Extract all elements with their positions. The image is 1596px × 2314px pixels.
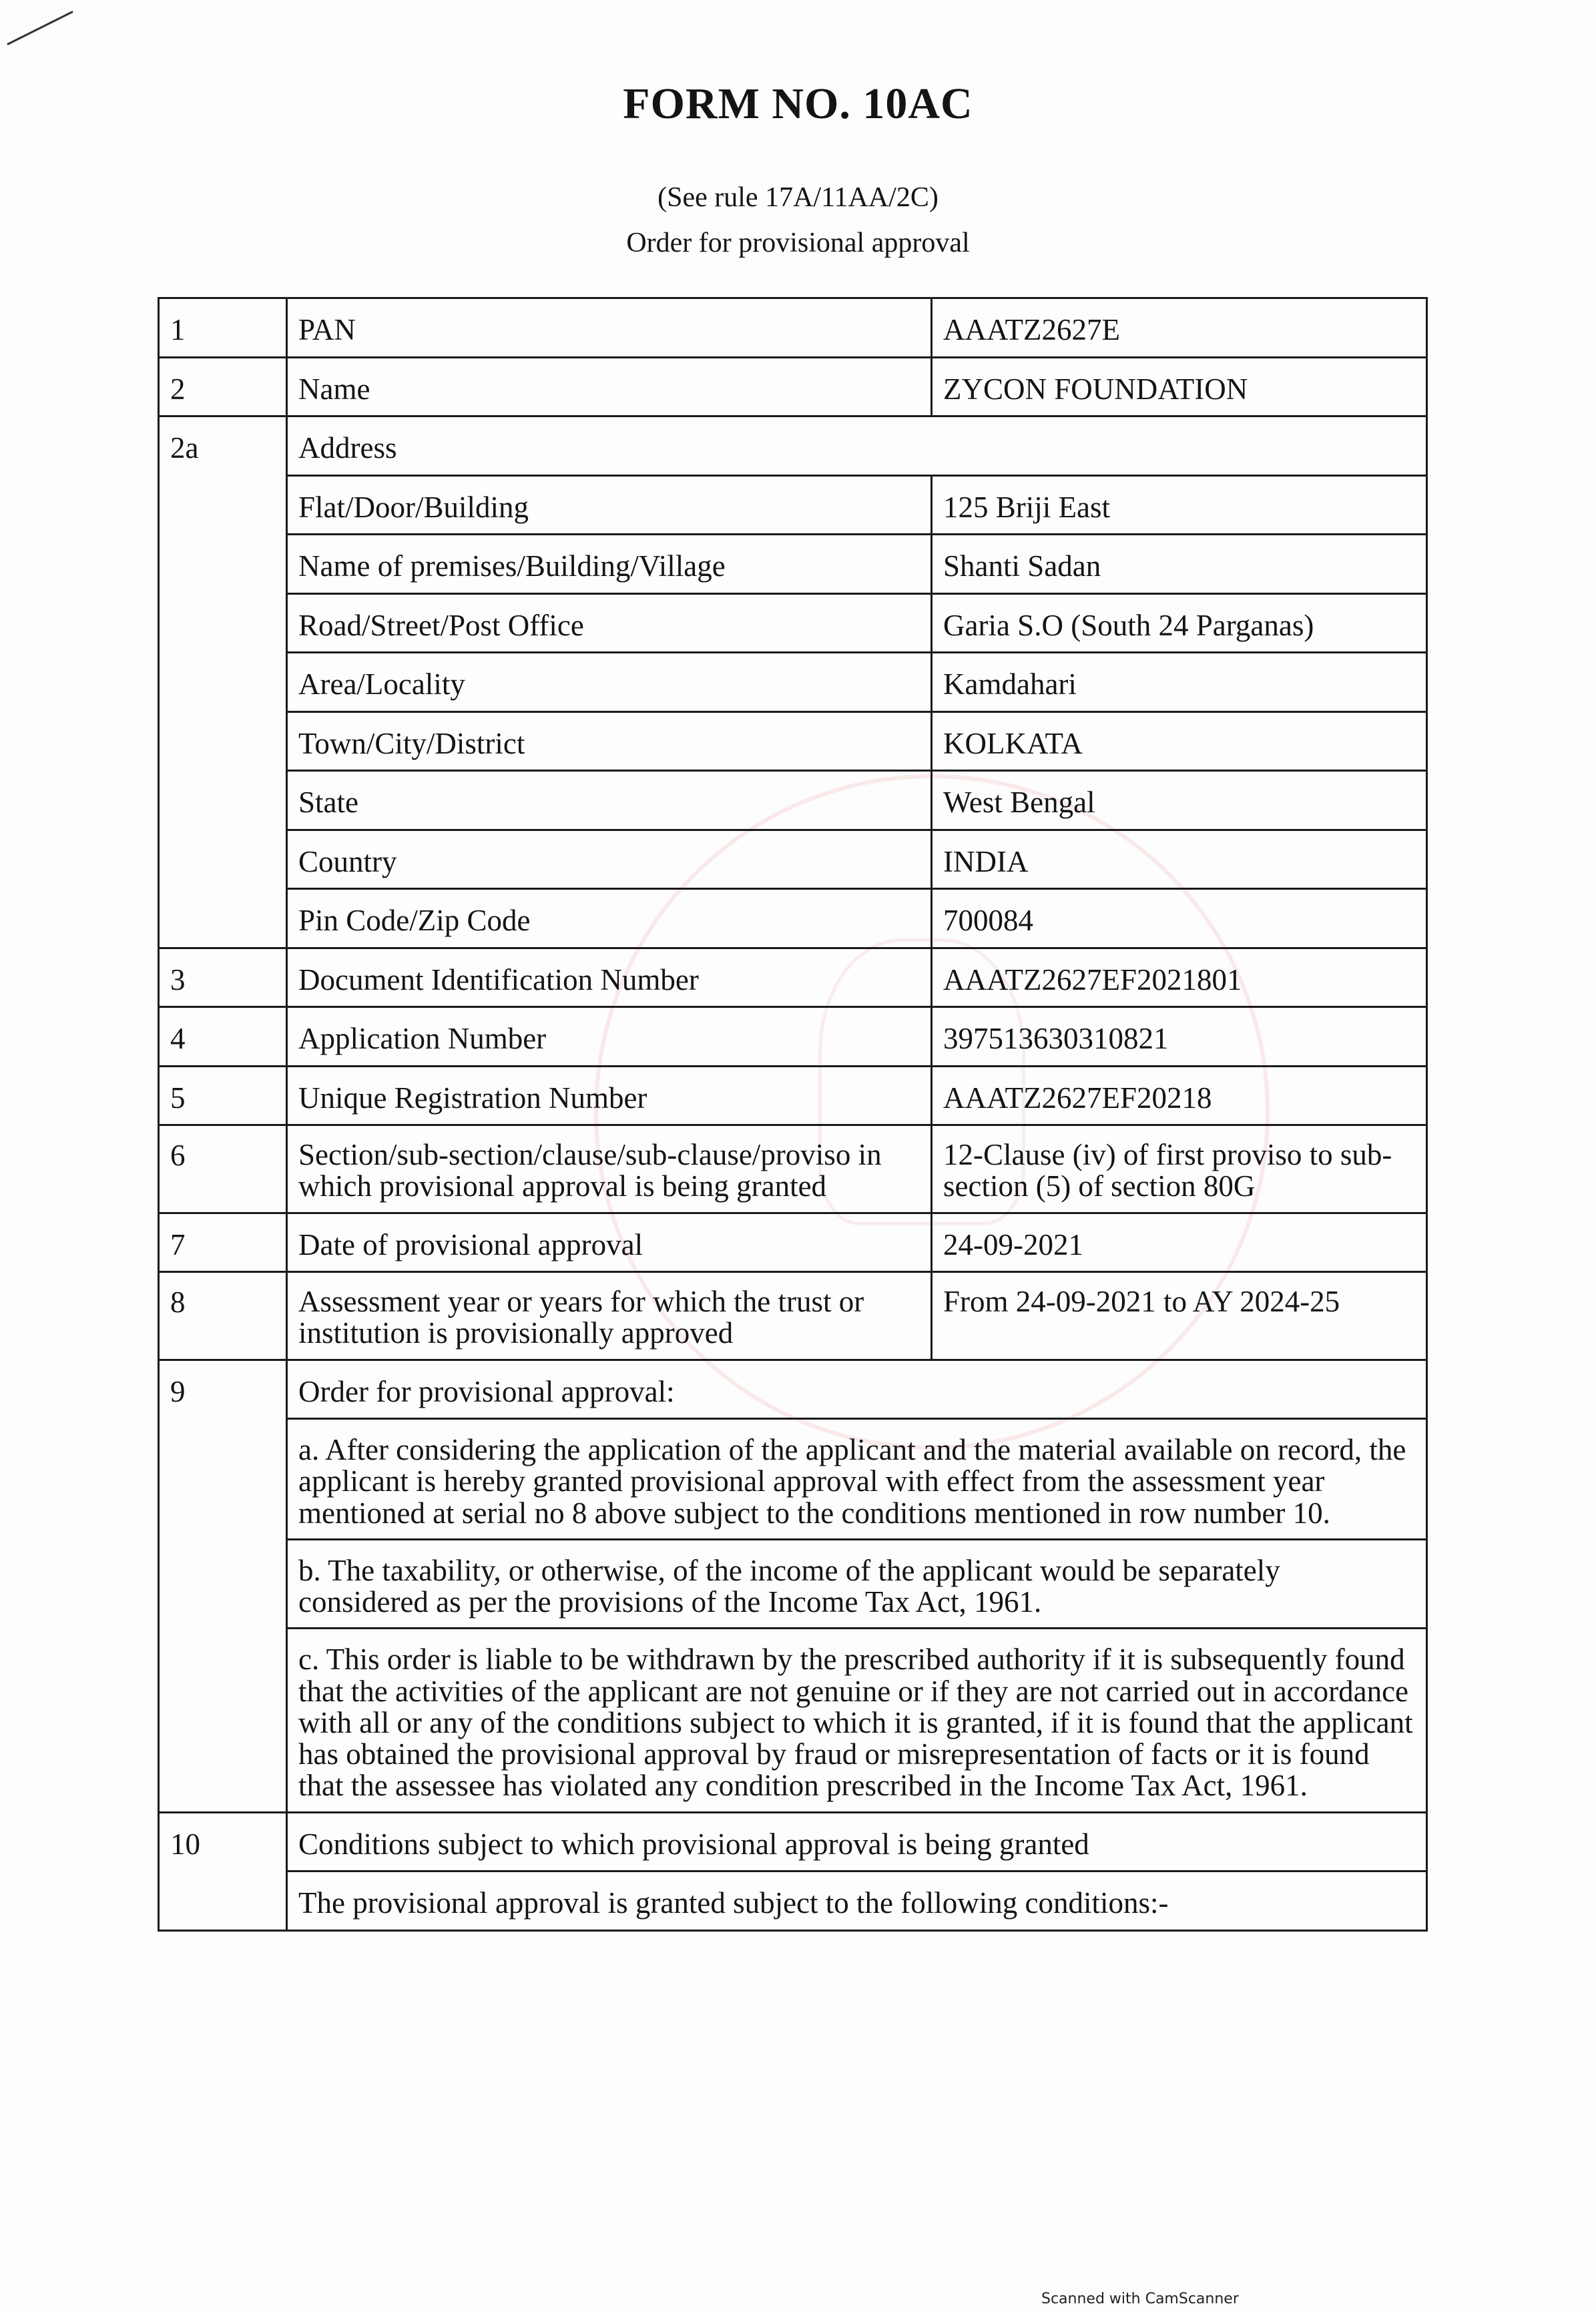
field-value: AAATZ2627EF20218 bbox=[932, 1066, 1427, 1125]
field-label: Date of provisional approval bbox=[287, 1213, 932, 1272]
table-row bbox=[159, 1629, 1427, 1812]
field-label: Section/sub-section/clause/sub-clause/proviso in which provisional approval is being granted bbox=[287, 1125, 932, 1213]
scanner-watermark: Scanned with CamScanner bbox=[1041, 2291, 1239, 2307]
field-label: State bbox=[287, 771, 932, 830]
table-row bbox=[159, 830, 1427, 889]
table-row bbox=[159, 1272, 1427, 1360]
field-label: Document Identification Number bbox=[287, 948, 932, 1007]
field-label: Country bbox=[287, 830, 932, 889]
field-value: INDIA bbox=[932, 830, 1427, 889]
field-label: Application Number bbox=[287, 1007, 932, 1067]
table-row bbox=[159, 1871, 1427, 1931]
field-label: Assessment year or years for which the trust or institution is provisionally approved bbox=[287, 1272, 932, 1360]
field-label: Pin Code/Zip Code bbox=[287, 889, 932, 948]
order-paragraph-a: a. After considering the application of the applicant and the material available on record, the applicant is hereby granted provisional approval with effect from the assessment year mentioned at serial no 8 above subject to the conditions mentioned in row number 10. bbox=[287, 1419, 1427, 1540]
field-value: AAATZ2627E bbox=[932, 298, 1427, 358]
field-label: PAN bbox=[287, 298, 932, 358]
field-value: 397513630310821 bbox=[932, 1007, 1427, 1067]
field-value: Kamdahari bbox=[932, 653, 1427, 712]
serial-number: 7 bbox=[159, 1213, 287, 1272]
field-label: Name of premises/Building/Village bbox=[287, 535, 932, 594]
table-row bbox=[159, 653, 1427, 712]
table-row bbox=[159, 1812, 1427, 1871]
section-label-conditions: Conditions subject to which provisional approval is being granted bbox=[287, 1812, 1427, 1871]
serial-number: 3 bbox=[159, 948, 287, 1007]
table-row bbox=[159, 357, 1427, 416]
table-row bbox=[159, 1539, 1427, 1629]
field-value: 700084 bbox=[932, 889, 1427, 948]
form-title: FORM NO. 10AC bbox=[623, 79, 973, 128]
field-label: Name bbox=[287, 357, 932, 416]
section-label-address: Address bbox=[287, 416, 1427, 476]
pen-stroke-mark bbox=[5, 8, 79, 48]
field-value: 12-Clause (iv) of first proviso to sub-section (5) of section 80G bbox=[932, 1125, 1427, 1213]
field-label: Area/Locality bbox=[287, 653, 932, 712]
table-row bbox=[159, 416, 1427, 476]
field-value: Shanti Sadan bbox=[932, 535, 1427, 594]
field-value: 24-09-2021 bbox=[932, 1213, 1427, 1272]
table-row bbox=[159, 1419, 1427, 1540]
field-value: Garia S.O (South 24 Parganas) bbox=[932, 593, 1427, 653]
field-value: West Bengal bbox=[932, 771, 1427, 830]
serial-number: 8 bbox=[159, 1272, 287, 1360]
rule-reference: (See rule 17A/11AA/2C) bbox=[657, 182, 939, 213]
serial-number: 9 bbox=[159, 1360, 287, 1812]
table-row bbox=[159, 1007, 1427, 1067]
serial-number: 1 bbox=[159, 298, 287, 358]
order-paragraph-c: c. This order is liable to be withdrawn by the prescribed authority if it is subsequently found that the activities of the applicant are not genuine or if they are not carried out in accordance with all or any of the conditions subject to which it is granted, if it is found that the applicant has obtained the provisional approval by fraud or misrepresentation of facts or it is found that the assessee has violated any condition prescribed in the Income Tax Act, 1961. bbox=[287, 1629, 1427, 1812]
table-row bbox=[159, 1125, 1427, 1213]
table-row bbox=[159, 535, 1427, 594]
order-paragraph-b: b. The taxability, or otherwise, of the income of the applicant would be separately considered as per the provisions of the Income Tax Act, 1961. bbox=[287, 1539, 1427, 1629]
table-row bbox=[159, 948, 1427, 1007]
field-value: AAATZ2627EF2021801 bbox=[932, 948, 1427, 1007]
section-label-order: Order for provisional approval: bbox=[287, 1360, 1427, 1419]
serial-number: 2a bbox=[159, 416, 287, 948]
table-row bbox=[159, 1360, 1427, 1419]
field-value: KOLKATA bbox=[932, 711, 1427, 771]
approval-form-table bbox=[158, 297, 1428, 1932]
field-label: Flat/Door/Building bbox=[287, 475, 932, 535]
field-label: Unique Registration Number bbox=[287, 1066, 932, 1125]
table-row bbox=[159, 593, 1427, 653]
field-label: Town/City/District bbox=[287, 711, 932, 771]
serial-number: 2 bbox=[159, 357, 287, 416]
serial-number: 10 bbox=[159, 1812, 287, 1930]
conditions-note: The provisional approval is granted subject to the following conditions:- bbox=[287, 1871, 1427, 1931]
serial-number: 5 bbox=[159, 1066, 287, 1125]
field-value: From 24-09-2021 to AY 2024-25 bbox=[932, 1272, 1427, 1360]
table-row bbox=[159, 1066, 1427, 1125]
field-value: ZYCON FOUNDATION bbox=[932, 357, 1427, 416]
table-row bbox=[159, 711, 1427, 771]
table-row bbox=[159, 475, 1427, 535]
field-value: 125 Briji East bbox=[932, 475, 1427, 535]
table-row bbox=[159, 889, 1427, 948]
field-label: Road/Street/Post Office bbox=[287, 593, 932, 653]
table-row bbox=[159, 298, 1427, 358]
table-row bbox=[159, 771, 1427, 830]
serial-number: 4 bbox=[159, 1007, 287, 1067]
serial-number: 6 bbox=[159, 1125, 287, 1213]
form-subtitle: Order for provisional approval bbox=[626, 228, 970, 258]
table-row bbox=[159, 1213, 1427, 1272]
